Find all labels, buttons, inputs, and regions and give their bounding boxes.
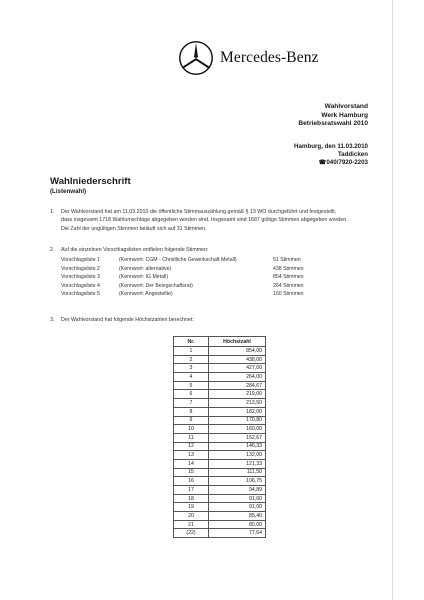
row-hoechstzahl: 213,50 xyxy=(209,399,266,408)
row-hoechstzahl: 77,64 xyxy=(209,529,266,538)
row-hoechstzahl: 80,00 xyxy=(209,520,266,529)
table-body xyxy=(174,347,266,538)
row-hoechstzahl: 106,75 xyxy=(209,477,266,486)
sender-block xyxy=(298,103,368,129)
sender-line-2: Werk Hamburg xyxy=(321,111,368,119)
row-hoechstzahl: 85,40 xyxy=(209,512,266,521)
row-nr: 21 xyxy=(174,520,209,529)
list-item xyxy=(61,273,353,282)
sender-line-3: Betriebsratswahl 2010 xyxy=(298,120,368,128)
row-hoechstzahl: 132,00 xyxy=(209,451,266,460)
table-row xyxy=(174,512,266,521)
list-kennwort: (Kennwort: Der Belegschaftsrat) xyxy=(119,282,193,289)
section-1-line-1: Der Wahlvorstand hat am 11.03.2010 die öffentliche Stimmauszählung gemäß § 13 WO durchgeführt und festgestellt, xyxy=(61,209,337,215)
sender-line-1: Wahlvorstand xyxy=(324,103,368,110)
section-2-number: 2. xyxy=(50,247,55,253)
list-kennwort: (Kennwort: IG Metall) xyxy=(119,274,169,280)
row-nr: 18 xyxy=(174,494,209,503)
section-3-number: 3. xyxy=(50,317,55,323)
row-hoechstzahl: 152,67 xyxy=(209,433,266,442)
row-hoechstzahl: 219,00 xyxy=(209,390,266,399)
table-row xyxy=(174,347,266,356)
table-row xyxy=(174,381,266,390)
row-nr: 19 xyxy=(174,503,209,512)
table-row xyxy=(174,529,266,538)
brand-name: Mercedes-Benz xyxy=(220,49,319,66)
row-nr: 11 xyxy=(174,433,209,442)
table-row xyxy=(174,477,266,486)
row-nr: 6 xyxy=(174,390,209,399)
table-row xyxy=(174,355,266,364)
row-nr: 10 xyxy=(174,425,209,434)
table-row xyxy=(174,468,266,477)
section-1-line-2: dass insgesamt 1718 Wahlumschläge abgegeben worden sind. Insgesamt sind 1687 gültige Stimmen abgegeben worden. xyxy=(61,217,348,224)
table-row xyxy=(174,494,266,503)
list-name: Vorschlagsliste 3 xyxy=(61,274,100,280)
table-row xyxy=(174,373,266,382)
table-row xyxy=(174,503,266,512)
list-name: Vorschlagsliste 2 xyxy=(61,265,100,272)
row-nr: 5 xyxy=(174,381,209,390)
row-hoechstzahl: 121,33 xyxy=(209,459,266,468)
list-kennwort: (Kennwort: Angestellte) xyxy=(119,291,173,297)
list-votes: 854 Stimmen xyxy=(273,274,304,280)
row-nr: 14 xyxy=(174,459,209,468)
table-row xyxy=(174,486,266,495)
vote-list xyxy=(61,256,353,299)
row-hoechstzahl: 91,00 xyxy=(209,503,266,512)
hoechstzahl-table xyxy=(173,336,266,538)
list-votes: 51 Stimmen xyxy=(273,257,301,263)
list-name: Vorschlagsliste 1 xyxy=(61,257,100,263)
list-kennwort: (Kennwort: alternative) xyxy=(119,265,172,272)
row-hoechstzahl: 264,00 xyxy=(209,373,266,382)
row-hoechstzahl: 182,00 xyxy=(209,407,266,416)
brand-logo xyxy=(178,40,319,76)
row-nr: 16 xyxy=(174,477,209,486)
scan-edge-line xyxy=(392,0,393,600)
row-nr: 20 xyxy=(174,512,209,521)
list-item xyxy=(61,282,353,291)
row-nr: 2 xyxy=(174,355,209,364)
header-hoechstzahl: Höchstzahl xyxy=(209,337,266,347)
section-1-number: 1. xyxy=(50,209,55,215)
list-name: Vorschlagsliste 4 xyxy=(61,282,100,289)
row-nr: 7 xyxy=(174,399,209,408)
list-item xyxy=(61,265,353,274)
row-nr: 8 xyxy=(174,407,209,416)
table-row xyxy=(174,433,266,442)
contact-phone: ☎040/7920-2203 xyxy=(318,159,368,166)
list-item xyxy=(61,290,353,299)
row-nr: 1 xyxy=(174,347,209,356)
date-block xyxy=(294,143,368,167)
row-nr: 15 xyxy=(174,468,209,477)
row-nr: 4 xyxy=(174,373,209,382)
table-row xyxy=(174,390,266,399)
row-hoechstzahl: 146,33 xyxy=(209,442,266,451)
list-kennwort: (Kennwort: CGM - Christliche Gewerkschaft Metall) xyxy=(119,257,237,263)
table-header-row xyxy=(174,337,266,347)
row-hoechstzahl: 427,00 xyxy=(209,364,266,373)
list-votes: 264 Stimmen xyxy=(273,282,304,289)
row-hoechstzahl: 91,60 xyxy=(209,494,266,503)
row-hoechstzahl: 854,00 xyxy=(209,347,266,356)
document-title: Wahlniederschrift xyxy=(50,176,131,187)
row-nr: 3 xyxy=(174,364,209,373)
row-hoechstzahl: 160,00 xyxy=(209,425,266,434)
table-row xyxy=(174,364,266,373)
row-nr: 12 xyxy=(174,442,209,451)
table-row xyxy=(174,399,266,408)
list-votes: 438 Stimmen xyxy=(273,265,304,272)
row-hoechstzahl: 170,80 xyxy=(209,416,266,425)
table-row xyxy=(174,459,266,468)
section-1-body xyxy=(61,208,381,233)
row-nr: (22) xyxy=(174,529,209,538)
contact-name: Taddicken xyxy=(337,151,368,158)
row-nr: 13 xyxy=(174,451,209,460)
table-row xyxy=(174,442,266,451)
list-item xyxy=(61,256,353,265)
row-hoechstzahl: 284,67 xyxy=(209,381,266,390)
header-nr: Nr. xyxy=(174,337,209,347)
table-row xyxy=(174,407,266,416)
mercedes-star-icon xyxy=(178,40,214,76)
list-votes: 160 Stimmen xyxy=(273,291,304,297)
section-3-intro: Der Wahlvorstand hat folgende Höchstzahlen berechnet: xyxy=(61,317,194,323)
place-date: Hamburg, den 11.03.2010 xyxy=(294,143,368,150)
table-row xyxy=(174,425,266,434)
table-row xyxy=(174,416,266,425)
section-1-line-3: Die Zahl der ungültigen Stimmen beläuft sich auf 31 Stimmen. xyxy=(61,225,207,232)
document-subtitle: (Listenwahl) xyxy=(50,188,87,195)
row-hoechstzahl: 111,50 xyxy=(209,468,266,477)
section-2-intro: Auf die einzelnen Vorschlagslisten entfielen folgende Stimmen: xyxy=(61,247,209,253)
row-nr: 9 xyxy=(174,416,209,425)
row-nr: 17 xyxy=(174,486,209,495)
row-hoechstzahl: 438,00 xyxy=(209,355,266,364)
table-row xyxy=(174,451,266,460)
list-name: Vorschlagsliste 5 xyxy=(61,291,100,297)
table-row xyxy=(174,520,266,529)
row-hoechstzahl: 94,89 xyxy=(209,486,266,495)
